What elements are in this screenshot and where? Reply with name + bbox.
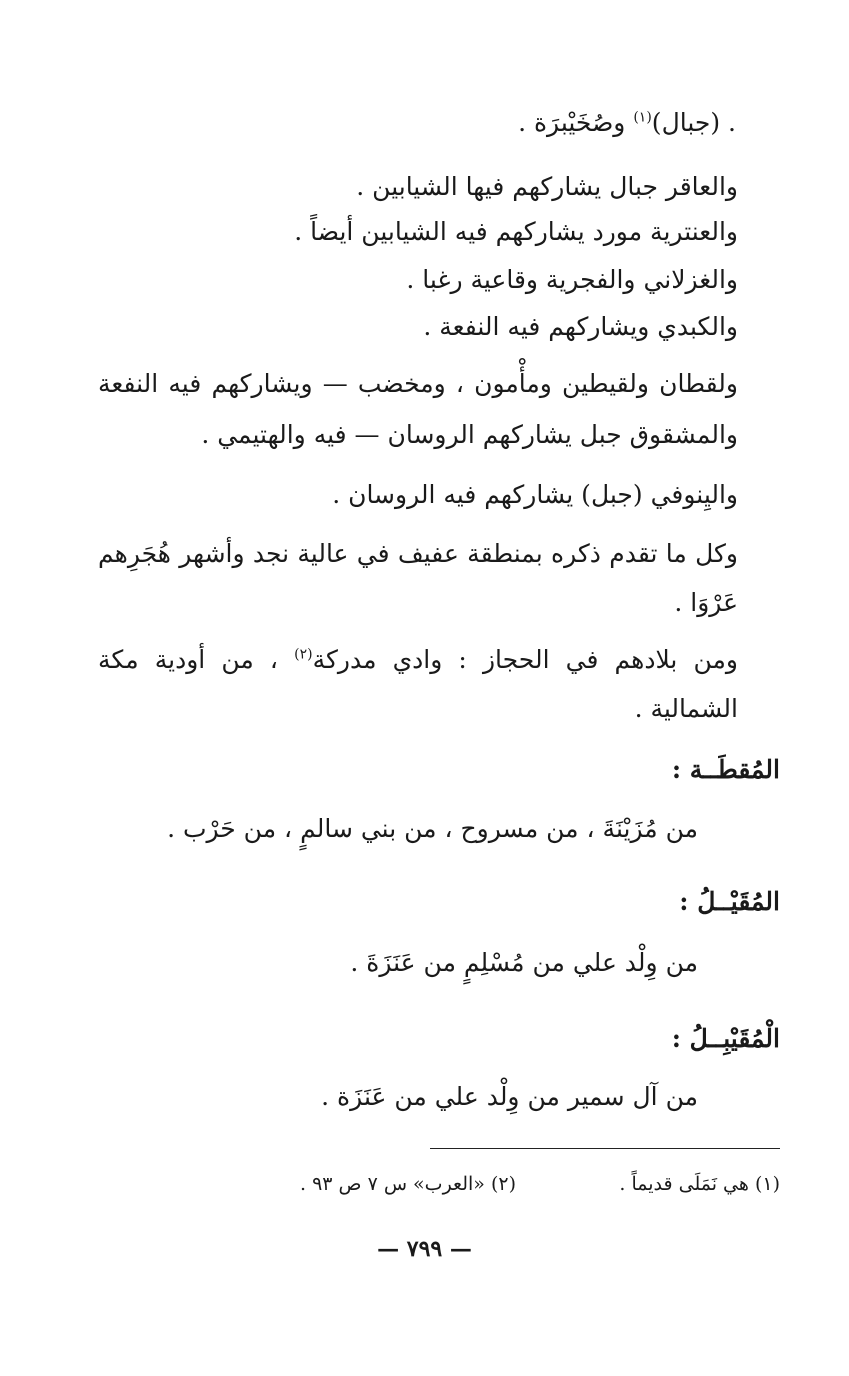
section-text-muqayl: من وِلْد علي من مُسْلِمٍ من عَنَزَةَ . <box>350 948 698 977</box>
line1-part-a: جبال <box>661 108 711 137</box>
body-line-4: والغزلاني والفجرية وقاعية رغبا . <box>406 265 738 294</box>
page-number: — ٧٩٩ — <box>377 1236 472 1262</box>
line11-part-b: ، من أودية مكة <box>98 645 278 674</box>
body-line-7: والمشقوق جبل يشاركهم الروسان — فيه والهتيمي . <box>201 420 738 449</box>
section-heading-muqayl: المُقَيْــلُ : <box>679 887 780 916</box>
section-heading-muqaybil: الْمُقَيْبِــلُ : <box>671 1024 780 1053</box>
footnote-ref-1: (١) <box>633 109 652 126</box>
section-text-muqta: من مُزَيْنَةَ ، من مسروح ، من بني سالمٍ ، من حَرْب . <box>167 814 698 843</box>
body-line-2: والعاقر جبال يشاركهم فيها الشيابين . <box>356 172 738 201</box>
body-line-8: واليِنوفي (جبل) يشاركهم فيه الروسان . <box>332 480 738 509</box>
footnote-ref-2: (٢) <box>294 646 313 663</box>
body-line-9: وكل ما تقدم ذكره بمنطقة عفيف في عالية نجد وأشهر هُجَرِهم <box>98 539 738 568</box>
line1-part-b: وصُخَيْبرَة . <box>518 108 626 137</box>
body-line-5: والكبدي ويشاركهم فيه النفعة . <box>423 312 738 341</box>
body-line-12: الشمالية . <box>634 694 738 723</box>
body-line-1: . (جبال)$^{(١)}$ وصُخَيْبرَة . <box>518 108 736 137</box>
section-text-muqaybil: من آل سمير من وِلْد علي من عَنَزَة . <box>321 1082 698 1111</box>
body-line-3: والعنترية مورد يشاركهم فيه الشيابين أيضاً . <box>294 217 738 246</box>
body-line-10: عَرْوَا . <box>674 588 738 617</box>
line11-part-a: ومن بلادهم في الحجاز : وادي مدركة <box>312 645 738 674</box>
footnote-2: (٢) «العرب» س ٧ ص ٩٣ . <box>299 1173 516 1195</box>
body-line-6: ولقطان ولقيطين ومأْمون ، ومخضب — ويشاركهم فيه النفعة <box>98 369 738 398</box>
footnote-1: (١) هي نَمَلَى قديماً . <box>619 1173 780 1195</box>
footnote-divider <box>430 1148 780 1149</box>
section-heading-muqta: المُقطَــة : <box>671 755 780 784</box>
body-line-11 <box>98 643 738 677</box>
